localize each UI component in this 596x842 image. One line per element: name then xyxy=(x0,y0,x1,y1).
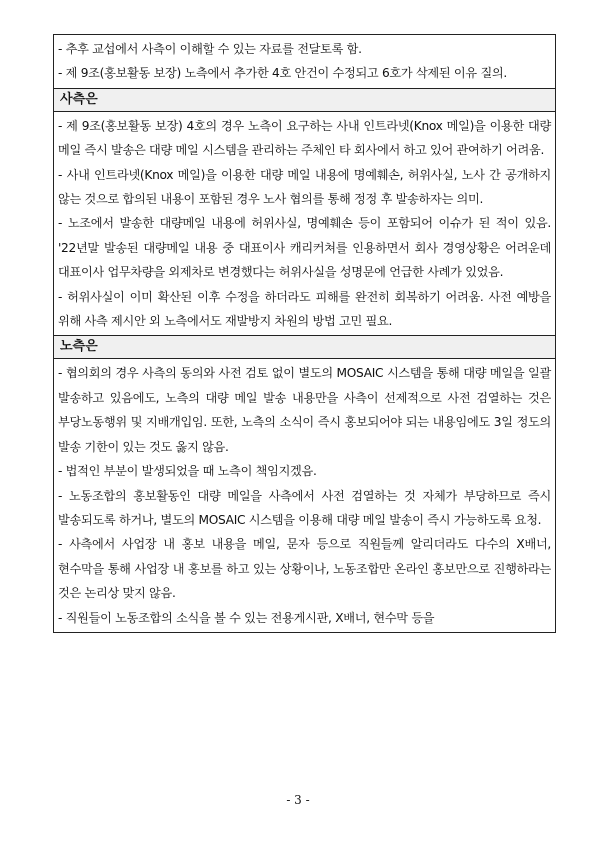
section-continued xyxy=(54,35,555,88)
paragraph: - 직원들이 노동조합의 소식을 볼 수 있는 전용게시판, X배너, 현수막 등을 xyxy=(58,610,435,625)
paragraph: - 협의회의 경우 사측의 동의와 사전 검토 없이 별도의 MOSAIC 시스템을 통해 대량 메일을 일괄 발송하고 있음에도, 노측의 대량 메일 발송 내용만을 사측이 선제적으로 사전 검열하는 것은 부당노동행위 및 지배개입임. 또한, 노측의 소식이 즉시 홍보되어야 되는 내용임에도 3일 정도의 발송 기한이 있는 것도 옳지 않음. xyxy=(58,366,551,454)
paragraph: - 제 9조(홍보활동 보장) 4호의 경우 노측이 요구하는 사내 인트라넷(Knox 메일)을 이용한 대량 메일 즉시 발송은 대량 메일 시스템을 관리하는 주체인 타 회사에서 하고 있어 관여하기 어려움. xyxy=(58,118,551,158)
section-body xyxy=(54,35,555,88)
paragraph: - 사측에서 사업장 내 홍보 내용을 메일, 문자 등으로 직원들께 알리더라도 다수의 X배너, 현수막을 통해 사업장 내 홍보를 하고 있는 상황이나, 노동조합만 온라인 홍보만으로 진행하라는 것은 논리상 맞지 않음. xyxy=(58,537,551,601)
section-body xyxy=(54,359,555,631)
paragraph: - 제 9조(홍보활동 보장) 노측에서 추가한 4호 안건이 수정되고 6호가 삭제된 이유 질의. xyxy=(58,66,507,81)
paragraph: - 노조에서 발송한 대량메일 내용에 허위사실, 명예훼손 등이 포함되어 이슈가 된 적이 있음. '22년말 발송된 대량메일 내용 중 대표이사 캐리커쳐를 인용하면서 회사 경영상황은 어려운데 대표이사 업무차량을 외제차로 변경했다는 허위사실을 성명문에 언급한 사례가 있었음. xyxy=(58,216,551,280)
paragraph: - 허위사실이 이미 확산된 이후 수정을 하더라도 피해를 완전히 회복하기 어려움. 사전 예방을 위해 사측 제시안 외 노측에서도 재발방지 차원의 방법 고민 필요. xyxy=(58,289,551,329)
paragraph: - 사내 인트라넷(Knox 메일)을 이용한 대량 메일 내용에 명예훼손, 허위사실, 노사 간 공개하지 않는 것으로 합의된 내용이 포함된 경우 노사 협의를 통해 정정 후 발송하자는 의미. xyxy=(58,167,551,207)
section-body xyxy=(54,112,555,336)
section-heading: 노측은 xyxy=(54,336,555,359)
page-number: - 3 - xyxy=(286,793,310,807)
section-company-side xyxy=(54,88,555,336)
section-union-side xyxy=(54,335,555,631)
paragraph: - 노동조합의 홍보활동인 대량 메일을 사측에서 사전 검열하는 것 자체가 부당하므로 즉시 발송되도록 하거나, 별도의 MOSAIC 시스템을 이용해 대량 메일 발송이 즉시 가능하도록 요청. xyxy=(58,488,551,527)
paragraph: - 법적인 부분이 발생되었을 때 노측이 책임지겠음. xyxy=(58,464,317,479)
minutes-table xyxy=(53,34,556,633)
section-heading: 사측은 xyxy=(54,89,555,112)
paragraph: - 추후 교섭에서 사측이 이해할 수 있는 자료를 전달토록 함. xyxy=(58,42,362,56)
